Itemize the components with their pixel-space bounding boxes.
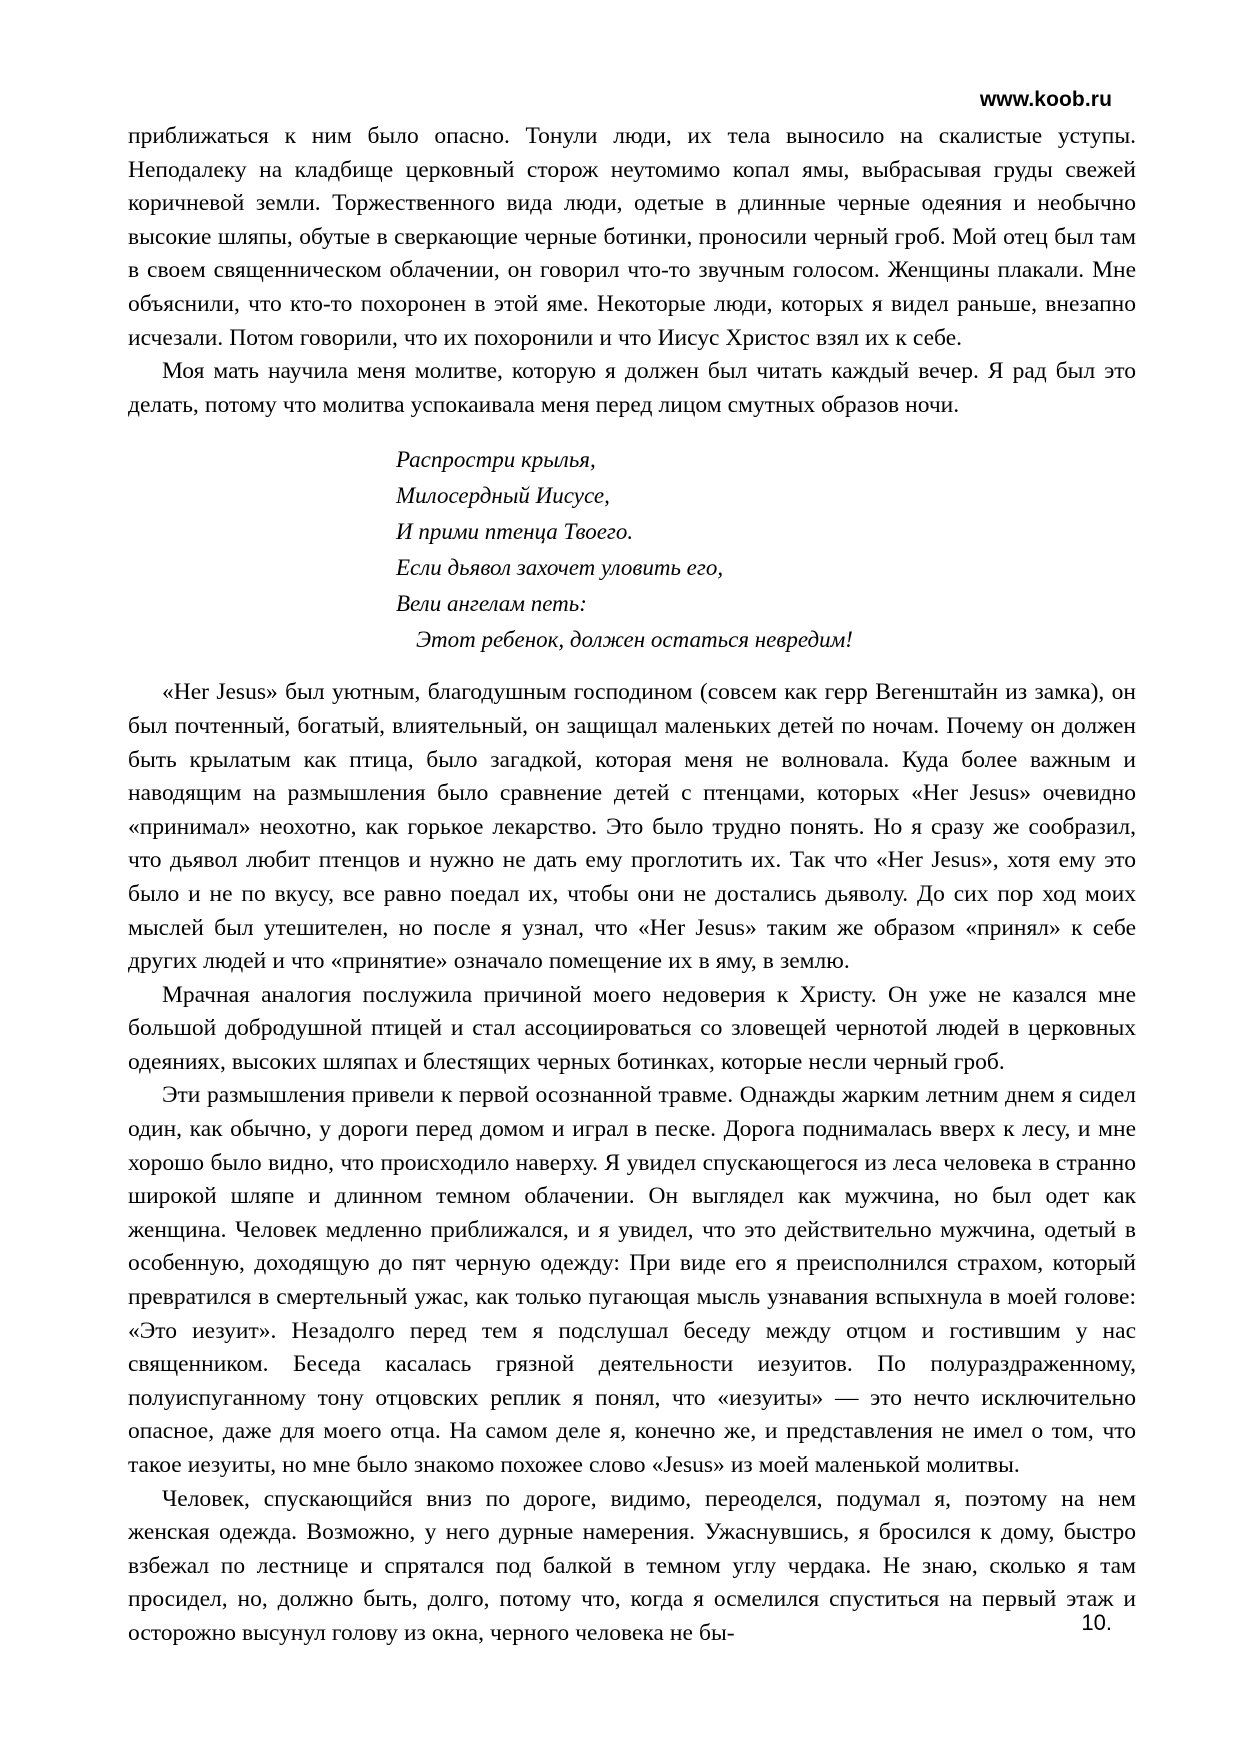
verse-line: Этот ребенок, должен остаться невредим! [416,627,853,653]
paragraph-continuation: приближаться к ним было опасно. Тонули люди, их тела выносило на скалистые уступы. Неподалеку на кладбище церковный сторож неутомимо копал ямы, выбрасывая груды свежей коричневой земли. Торжественного вида люди, одетые в длинные черные одеяния и необычно высокие шляпы, обутые в сверкающие черные ботинки, проносили черный гроб. Мой отец был там в своем священническом облачении, он говорил что-то звучным голосом. Женщины плакали. Мне объяснили, что кто-то похоронен в этой яме. Некоторые люди, которых я видел раньше, внезапно исчезали. Потом говорили, что их похоронили и что Иисус Христос взял их к себе. [128,123,1136,351]
text-column [128,120,1136,1651]
paragraph-prayer-intro: Моя мать научила меня молитве, которую я должен был читать каждый вечер. Я рад был это делать, потому что молитва успокаивала меня перед лицом смутных образов ночи. [128,358,1136,418]
paragraph-her-jesus: «Her Jesus» был уютным, благодушным господином (совсем как герр Вегенштайн из замка), он был почтенный, богатый, влиятельный, он защищал маленьких детей по ночам. Почему он должен быть крылатым как птица, было загадкой, которая меня не волновала. Куда более важным и наводящим на размышления было сравнение детей с птенцами, которых «Her Jesus» очевидно «принимал» неохотно, как горькое лекарство. Это было трудно понять. Но я сразу же сообразил, что дьявол любит птенцов и нужно не дать ему проглотить их. Так что «Her Jesus», хотя ему это было и не по вкусу, все равно поедал их, чтобы они не достались дьяволу. До сих пор ход моих мыслей был утешителен, но после я узнал, что «Her Jesus» таким же образом «принял» к себе других людей и что «принятие» означало помещение их в яму, в землю. [128,679,1136,975]
page-number: 10. [1081,1610,1112,1635]
verse-line: Распростри крылья, [396,447,596,473]
verse-line: И прими птенца Твоего. [396,519,634,545]
verse-block [128,442,1136,658]
verse-line: Вели ангелам петь: [396,591,587,617]
paragraph-first-trauma: Эти размышления привели к первой осознанной травме. Однажды жарким летним днем я сидел один, как обычно, у дороги перед домом и играл в песке. Дорога поднималась вверх к лесу, и мне хорошо было видно, что происходило наверху. Я увидел спускающегося из леса человека в странно широкой шляпе и длинном темном облачении. Он выглядел как мужчина, но был одет как женщина. Человек медленно приближался, и я увидел, что это действительно мужчина, одетый в особенную, доходящую до пят черную одежду: При виде его я преисполнился страхом, который превратился в смертельный ужас, как только пугающая мысль узнавания вспыхнула в моей голове: «Это иезуит». Незадолго перед тем я подслушал беседу между отцом и гостившим у нас священником. Беседа касалась грязной деятельности иезуитов. По полураздраженному, полуиспуганному тону отцовских реплик я понял, что «иезуиты» — это нечто исключительно опасное, даже для моего отца. На самом деле я, конечно же, и представления не имел о том, что такое иезуиты, но мне было знакомо похожее слово «Jesus» из моей маленькой молитвы. [128,1082,1136,1478]
paragraph-man-on-road: Человек, спускающийся вниз по дороге, видимо, переоделся, подумал я, поэтому на нем женская одежда. Возможно, у него дурные намерения. Ужаснувшись, я бросился к дому, быстро взбежал по лестнице и спрятался под балкой в темном углу чердака. Не знаю, сколько я там просидел, но, должно быть, долго, потому что, когда я осмелился спуститься на первый этаж и осторожно высунул голову из окна, черного человека не бы- [128,1485,1136,1646]
running-head-url: www.koob.ru [979,88,1112,111]
paragraph-dark-analogy: Мрачная аналогия послужила причиной моего недоверия к Христу. Он уже не казался мне большой добродушной птицей и стал ассоциироваться со зловещей чернотой людей в церковных одеяниях, высоких шляпах и блестящих черных ботинках, которые несли черный гроб. [128,981,1136,1075]
verse-line: Милосердный Иисусе, [396,483,610,509]
verse-line: Если дьявол захочет уловить его, [396,555,724,581]
